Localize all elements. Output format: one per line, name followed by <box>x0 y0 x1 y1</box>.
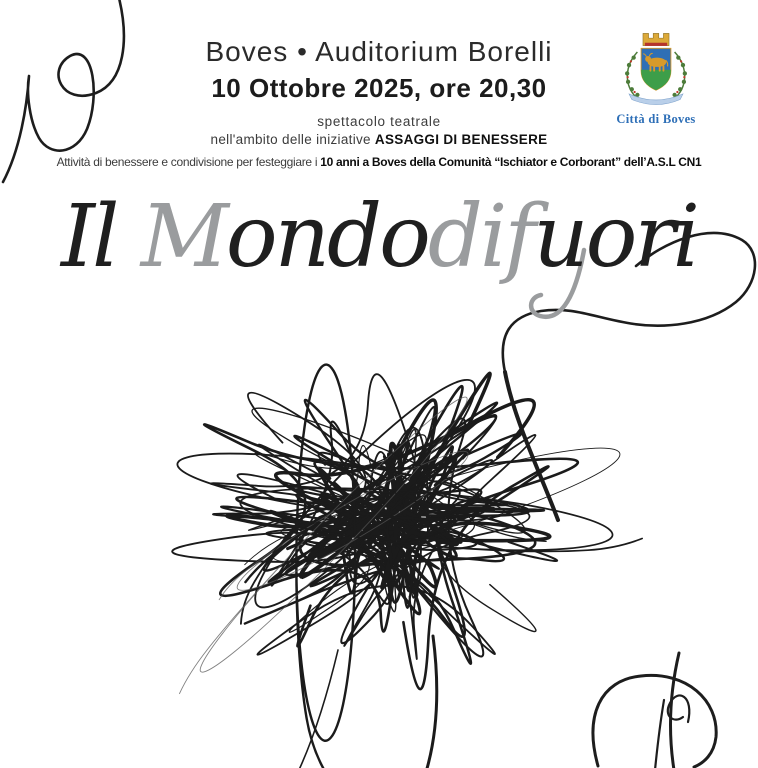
scribble-stroke <box>286 436 544 664</box>
scribble-stroke <box>311 483 443 586</box>
scribble-stroke <box>227 373 490 587</box>
scribble-stroke <box>301 444 424 577</box>
scribble-stroke <box>245 448 620 565</box>
scribble-stroke <box>249 430 536 632</box>
scribble-stroke <box>259 435 536 659</box>
title-segment-gray: M <box>140 187 226 287</box>
scribble-stroke <box>298 650 338 768</box>
scribble-stroke <box>245 400 521 624</box>
scribble-stroke <box>252 408 546 541</box>
scribble-stroke <box>204 424 578 631</box>
show-title <box>0 188 758 287</box>
scribble-stroke <box>211 374 460 597</box>
scribble-stroke <box>288 442 457 613</box>
scribble-stroke <box>240 488 642 551</box>
scribble-stroke <box>248 393 495 655</box>
scribble-stroke <box>327 447 452 603</box>
mural-crown <box>643 33 669 45</box>
show-title-text <box>61 187 697 287</box>
scribble-stroke <box>266 428 507 604</box>
scribble-stroke <box>309 446 493 588</box>
scribble-stroke <box>296 365 355 768</box>
scribble-stroke <box>269 462 549 689</box>
description-highlight: 10 anni a Boves della Comunità “Ischiator e Corborant” dell’A.S.L CN1 <box>320 155 702 169</box>
scribble-stroke <box>297 450 468 593</box>
description-prefix: Attività di benessere e condivisione per festeggiare i <box>56 155 321 169</box>
title-segment-ink: uori <box>533 187 698 287</box>
scribble-stroke <box>255 435 474 632</box>
scribble-stroke <box>245 416 495 582</box>
initiative-line <box>0 132 758 147</box>
title-segment-gray: dif <box>427 187 534 287</box>
scribble-stroke <box>180 397 468 694</box>
scribble-stroke <box>319 469 421 583</box>
title-segment-ink: Il <box>60 187 141 287</box>
initiative-prefix: nell'ambito delle iniziative <box>210 132 375 147</box>
coat-of-arms-icon <box>608 26 704 106</box>
venue-line: Boves • Auditorium Borelli <box>205 36 553 67</box>
scribble-stroke <box>237 386 465 646</box>
logo-caption: Città di Boves <box>616 112 696 126</box>
title-flourish-tail-icon <box>505 372 558 520</box>
description-line <box>0 155 758 169</box>
shield <box>641 48 671 90</box>
corner-scribble-bottomright-icon <box>593 653 716 768</box>
genre-line: spettacolo teatrale <box>317 114 441 129</box>
scribble-stroke <box>241 380 475 624</box>
scribble-stroke <box>177 454 512 521</box>
city-logo <box>604 26 708 127</box>
scribble-stroke <box>290 487 481 608</box>
scribble-ball-drawing <box>172 365 642 768</box>
scribble-stroke <box>213 415 496 592</box>
date-line: 10 Ottobre 2025, ore 20,30 <box>211 73 547 103</box>
scribble-stroke <box>221 407 476 643</box>
scribble-stroke <box>172 456 439 584</box>
scribble-stroke <box>271 400 550 591</box>
initiative-name: ASSAGGI DI BENESSERE <box>374 132 548 147</box>
scribble-stroke <box>219 451 468 599</box>
scribble-stroke <box>272 419 557 657</box>
title-segment-ink: ondo <box>225 187 428 287</box>
scribble-stroke <box>426 636 437 768</box>
